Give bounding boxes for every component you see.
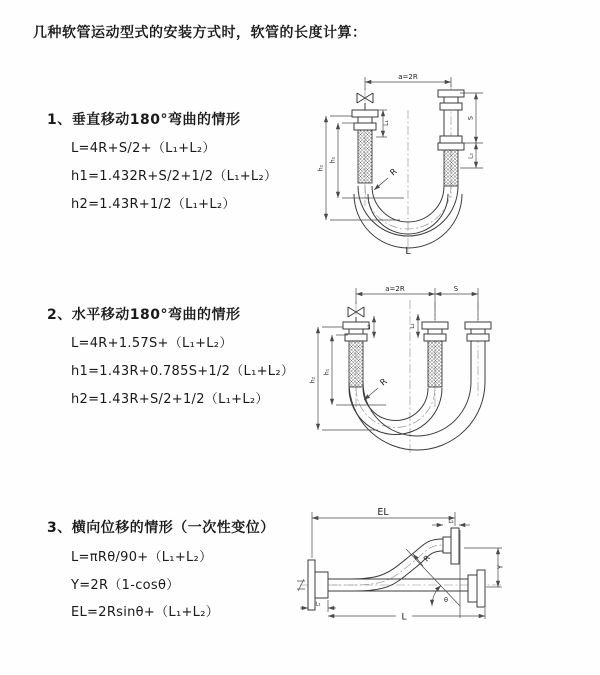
section-3-formula-EL: EL=2Rsinθ+（L₁+L₂）: [71, 605, 220, 620]
section-1-formula-h1: h1=1.432R+S/2+1/2（L₁+L₂）: [71, 169, 278, 184]
radius-leader: [364, 388, 378, 400]
dim-label-l2: L₂: [467, 153, 475, 159]
dim-label-a2r: a=2R: [398, 73, 418, 81]
radius-leader: [413, 554, 423, 566]
left-fitting: [343, 322, 369, 387]
dim-el: [312, 507, 455, 558]
dim-label-l: L: [405, 246, 411, 257]
dim-a2r-s: [356, 285, 478, 320]
diagram-vertical-180-bend: [308, 68, 588, 260]
dim-label-y: Y: [496, 564, 505, 570]
upper-right-flange: [443, 528, 459, 564]
section-2-formula-L: L=4R+1.57S+（L₁+L₂）: [71, 336, 233, 351]
right-fitting-positions: [438, 90, 464, 186]
section-3-heading: 3、横向位移的情形（一次性变位）: [47, 520, 275, 536]
section-3-formula-L: L=πRθ/90+（L₁+L₂）: [71, 550, 213, 565]
section-2-formula-h2: h2=1.43R+S/2+1/2（L₁+L₂）: [71, 392, 269, 407]
hose-s-curve: [328, 539, 443, 591]
dim-label-l2: L₂: [410, 323, 416, 329]
dim-label-h1: h₁: [323, 368, 331, 376]
dim-label-r: R: [388, 166, 400, 179]
dim-l1: [300, 600, 336, 612]
dim-label-s: S: [453, 285, 459, 293]
page-title: 几种软管运动型式的安装方式时，软管的长度计算：: [33, 25, 367, 41]
dim-a2r: [365, 73, 451, 90]
diagram-lateral-displacement: [296, 500, 598, 645]
dim-l: [328, 608, 485, 623]
dim-label-l1: L₁: [383, 120, 390, 126]
dim-label-theta: θ: [444, 596, 448, 604]
diagram-horizontal-180-bend: [306, 280, 598, 460]
section-2-formula-h1: h1=1.43R+0.785S+1/2（L₁+L₂）: [71, 364, 295, 379]
original-position-tube: [354, 570, 485, 607]
middle-fitting-position-1: [422, 322, 448, 387]
dim-s-l2: [460, 93, 483, 168]
hose-u-bends: [349, 382, 485, 450]
section-1-heading: 1、垂直移动180°弯曲的情形: [47, 112, 241, 128]
radius-leader: [374, 178, 388, 190]
dim-label-a2r: a=2R: [385, 285, 405, 293]
dim-label-h2: h₂: [309, 376, 317, 384]
section-1-formula-h2: h2=1.43R+1/2（L₁+L₂）: [71, 197, 236, 212]
section-1-formula-L: L=4R+S/2+（L₁+L₂）: [71, 141, 216, 156]
dim-label-l1: L₁: [315, 601, 321, 608]
dim-label-h2: h₂: [317, 164, 325, 172]
dim-l2: [432, 519, 470, 525]
dim-label-s: S: [466, 115, 475, 121]
dim-h1-h2: [310, 327, 387, 430]
section-3-formula-Y: Y=2R（1-cosθ）: [71, 578, 180, 593]
dim-label-el: EL: [377, 507, 389, 518]
dim-label-h1: h₁: [329, 156, 337, 164]
dim-label-r: R: [421, 553, 432, 564]
dim-label-r: R: [378, 376, 390, 389]
dim-label-l: L: [401, 612, 407, 623]
centerlines: [365, 84, 451, 252]
left-fitting: [352, 110, 378, 183]
dim-label-l1: L₁: [366, 324, 372, 330]
section-2-heading: 2、水平移动180°弯曲的情形: [47, 307, 241, 323]
dim-label-l2: L₂: [448, 519, 454, 525]
